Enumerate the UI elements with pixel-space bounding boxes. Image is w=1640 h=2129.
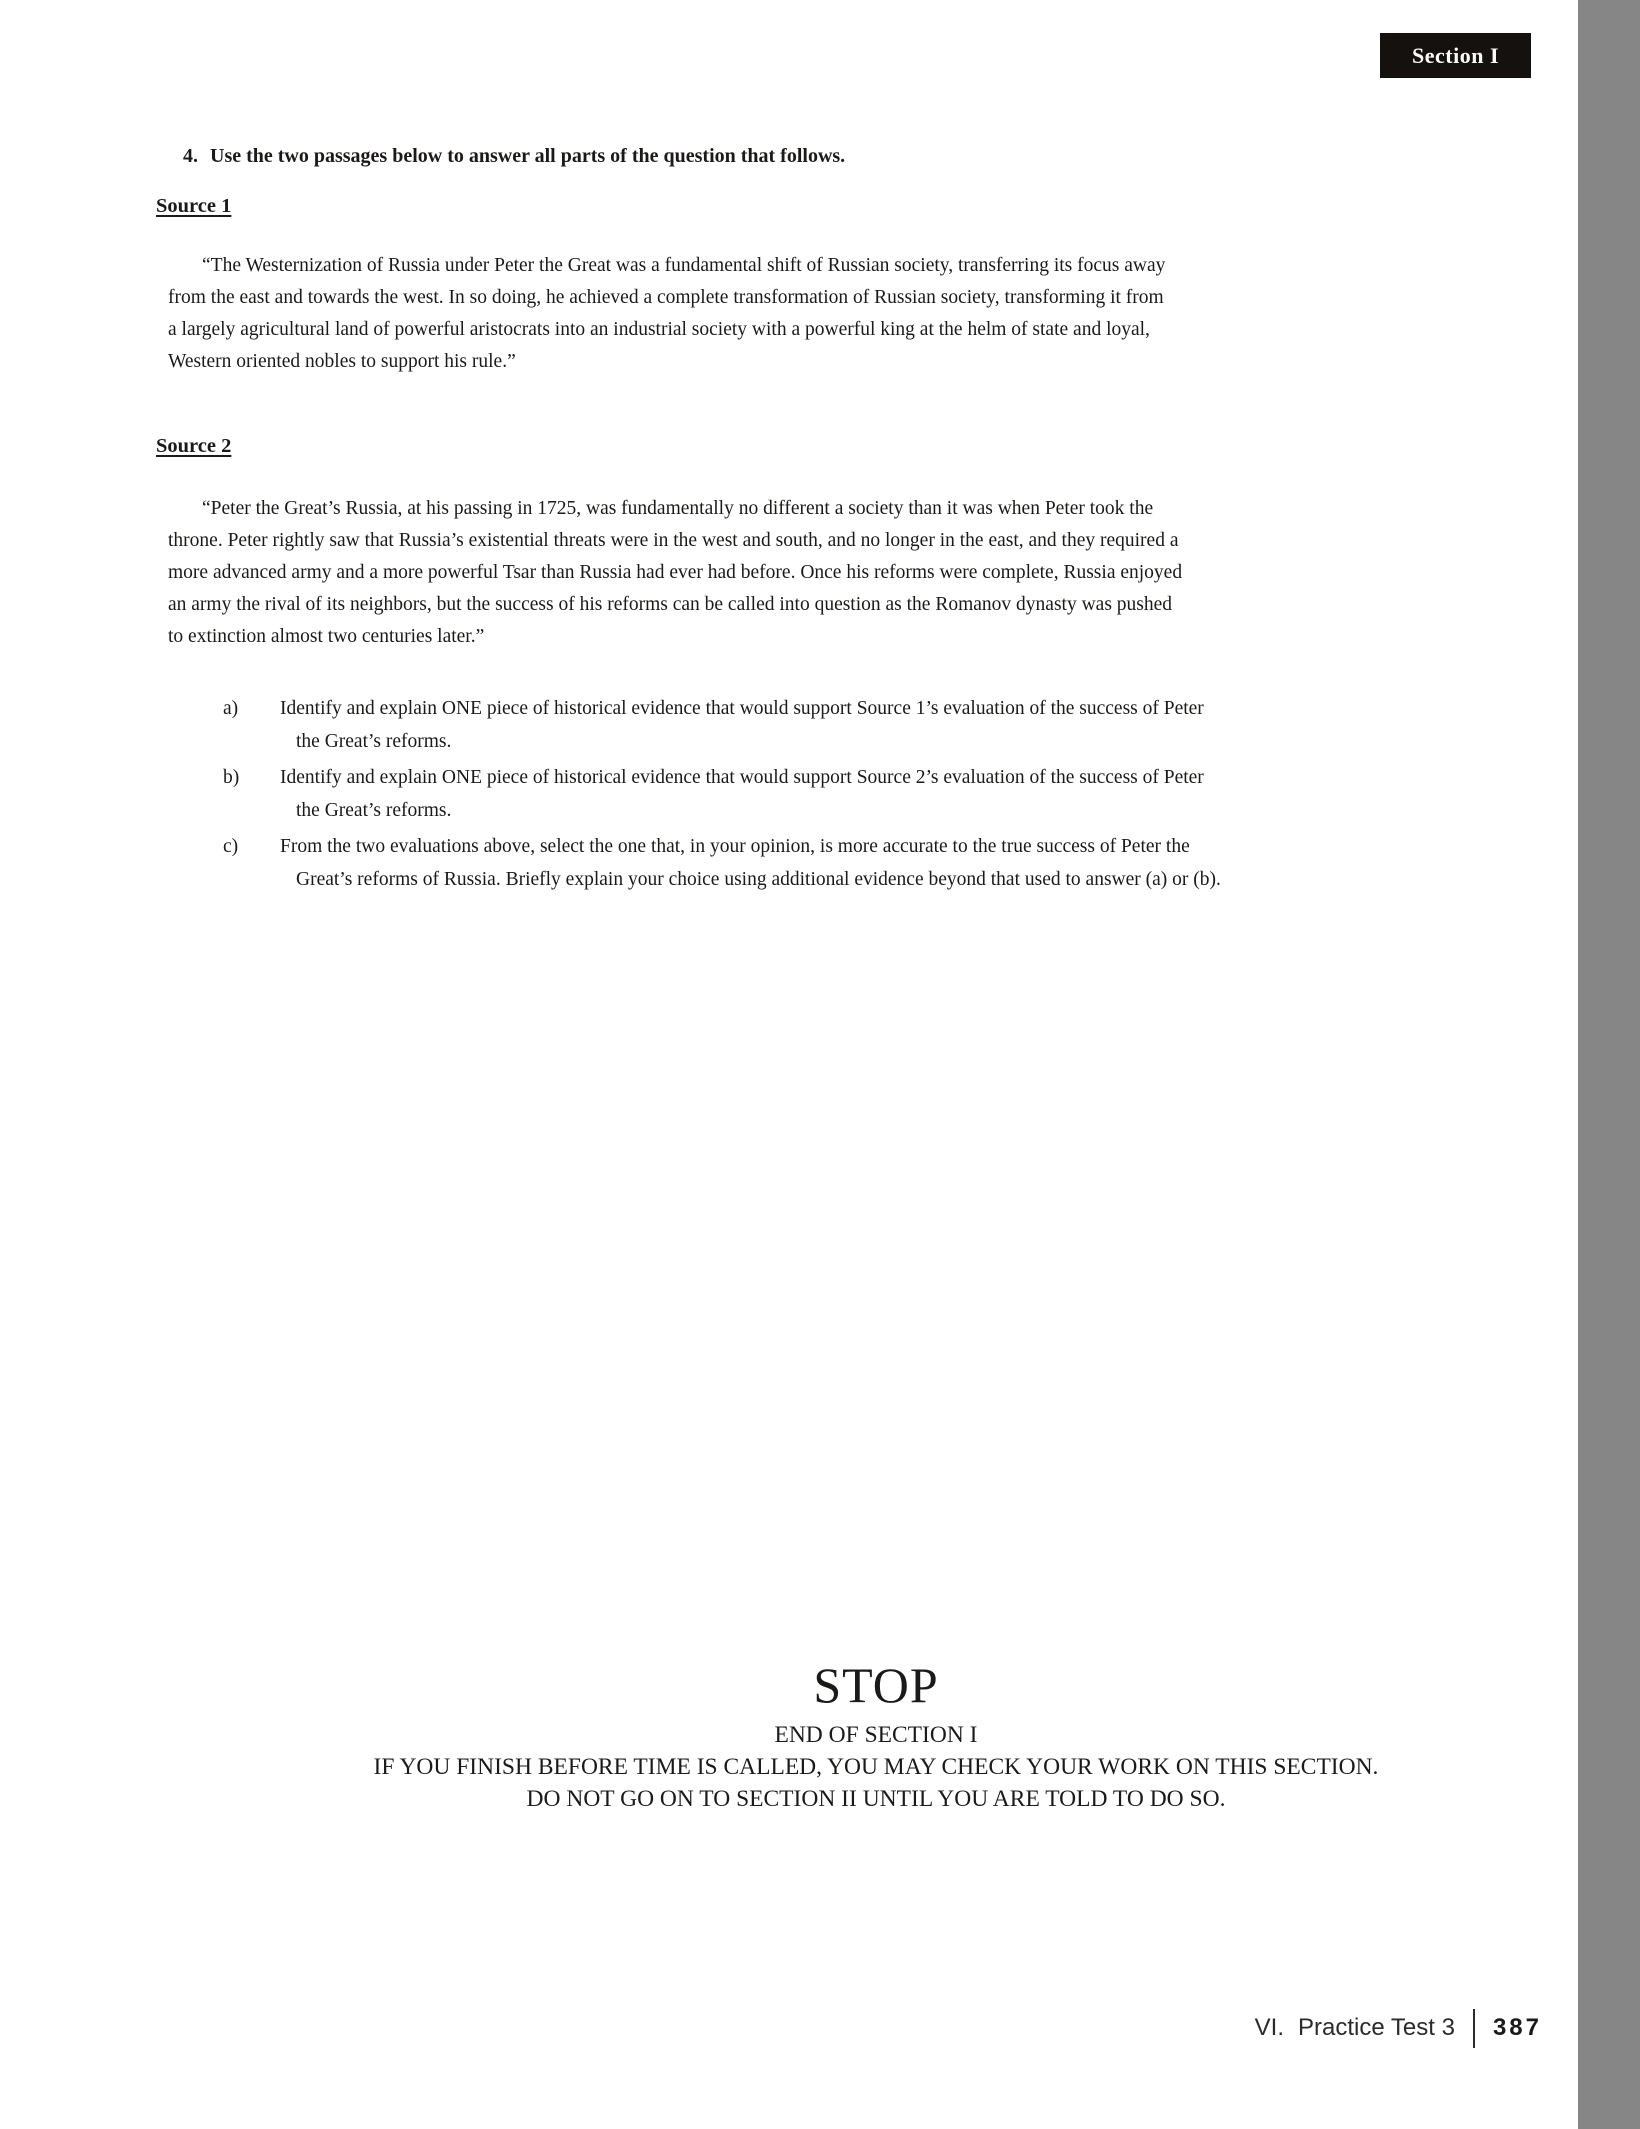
question-heading [183,140,1578,173]
part-text-a: Identify and explain ONE piece of historical evidence that would support Source 1’s evaluation of the success of Peter the Great’s reforms. [280,698,1204,752]
part-item-a [223,692,1578,758]
part-label-a: a) [223,698,239,719]
part-label-c: c) [223,836,239,857]
section-badge [1380,33,1531,78]
source1-heading: Source 1 [156,195,232,217]
source1-passage: “The Westernization of Russia under Peter the Great was a fundamental shift of Russian society, transferring its focus away from the east and towards the west. In so doing, he achieved a complete transformation of Russian society, transforming it from a largely agricultural land of powerful aristocrats into an industrial society with a powerful king at the helm of state and loyal, Western oriented nobles to support his rule.” [168,255,1166,372]
footer-page-number: 387 [1492,2014,1542,2041]
stop-end-of-section-line: END OF SECTION I [774,1722,978,1748]
stop-block [176,1657,1576,1815]
source2-passage: “Peter the Great’s Russia, at his passing in 1725, was fundamentally no different a society than it was when Peter took the throne. Peter rightly saw that Russia’s existential threats were in the west and south, and no longer in the east, and they required a more advanced army and a more powerful Tsar than Russia had ever had before. Once his reforms were complete, Russia enjoyed an army the rival of its neighbors, but the success of his reforms can be called into question as the Romanov dynasty was pushed to extinction almost two centuries later.” [168,498,1183,647]
footer-title: Practice Test 3 [1297,2014,1455,2041]
part-label-b: b) [223,767,240,788]
section-badge-label: Section I [1412,42,1499,68]
page-edge-strip [1578,0,1640,2129]
question-number: 4. [183,145,198,167]
part-text-b: Identify and explain ONE piece of historical evidence that would support Source 2’s evaluation of the success of Peter the Great’s reforms. [280,767,1204,821]
page-footer [0,2008,1578,2048]
source2-heading: Source 2 [156,435,232,457]
footer-chapter: VI. [1254,2014,1284,2041]
part-item-c [223,830,1578,896]
stop-title: STOP [813,1657,939,1713]
stop-instruction-2: DO NOT GO ON TO SECTION II UNTIL YOU ARE TOLD TO DO SO. [526,1786,1226,1812]
question-prompt: Use the two passages below to answer all parts of the question that follows. [210,145,846,167]
footer-separator [1473,2009,1475,2048]
stop-instruction-1: IF YOU FINISH BEFORE TIME IS CALLED, YOU MAY CHECK YOUR WORK ON THIS SECTION. [373,1754,1379,1780]
part-item-b [223,761,1578,827]
question-content [0,140,1578,899]
part-text-c: From the two evaluations above, select the one that, in your opinion, is more accurate to the true success of Peter the Great’s reforms of Russia. Briefly explain your choice using additional evidence beyond that used to answer (a) or (b). [280,836,1221,890]
question-parts-list [223,692,1578,896]
